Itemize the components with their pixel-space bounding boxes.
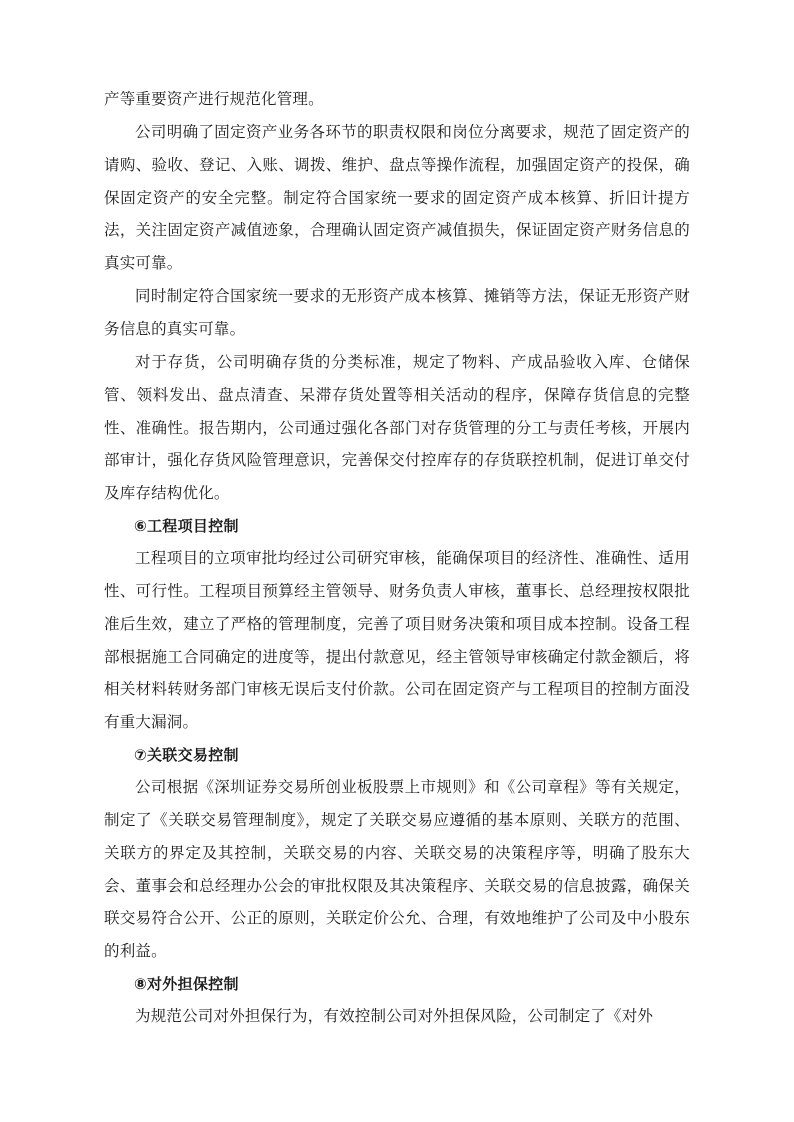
paragraph-external-guarantee-control: 为规范公司对外担保行为，有效控制公司对外担保风险，公司制定了《对外: [135, 1007, 654, 1025]
paragraph-related-party-transaction-control: 公司根据《深圳证券交易所创业板股票上市规则》和《公司章程》等有关规定，制定了《关联交易管理制度》，规定了关联交易应遵循的基本原则、关联方的范围、关联方的界定及其控制，关联交易的内容、关联交易的决策程序等，明确了股东大会、董事会和总经理办公会的审批权限及其决策程序、关联交易的信息披露，确保关联交易符合公开、公正的原则，关联定价公允、合理，有效地维护了公司及中小股东的利益。: [104, 778, 690, 961]
heading-external-guarantee-control: ⑧对外担保控制: [134, 976, 239, 994]
paragraph-engineering-project-control: 工程项目的立项审批均经过公司研究审核，能确保项目的经济性、准确性、适用性、可行性。工程项目预算经主管领导、财务负责人审核，董事长、总经理按权限批准后生效，建立了严格的管理制度，完善了项目财务决策和项目成本控制。设备工程部根据施工合同确定的进度等，提出付款意见，经主管领导审核确定付款金额后，将相关材料转财务部门审核无误后支付价款。公司在固定资产与工程项目的控制方面没有重大漏洞。: [104, 549, 690, 732]
page-content: [104, 84, 690, 1034]
paragraph-fixed-assets-process: 公司明确了固定资产业务各环节的职责权限和岗位分离要求，规范了固定资产的请购、验收、登记、入账、调拨、维护、盘点等操作流程，加强固定资产的投保，确保固定资产的安全完整。制定符合国家统一要求的固定资产成本核算、折旧计提方法，关注固定资产减值迹象，合理确认固定资产减值损失，保证固定资产财务信息的真实可靠。: [104, 123, 690, 273]
heading-related-party-transaction-control: ⑦关联交易控制: [134, 747, 239, 765]
heading-engineering-project-control: ⑥工程项目控制: [134, 518, 239, 536]
paragraph-inventory: 对于存货，公司明确存货的分类标准，规定了物料、产成品验收入库、仓储保管、领料发出、盘点清查、呆滞存货处置等相关活动的程序，保障存货信息的完整性、准确性。报告期内，公司通过强化各部门对存货管理的分工与责任考核，开展内部审计，强化存货风险管理意识，完善保交付控库存的存货联控机制，促进订单交付及库存结构优化。: [104, 353, 690, 503]
paragraph-continuation: 产等重要资产进行规范化管理。: [104, 91, 324, 108]
paragraph-intangible-assets: 同时制定符合国家统一要求的无形资产成本核算、摊销等方法，保证无形资产财务信息的真实可靠。: [104, 288, 690, 339]
